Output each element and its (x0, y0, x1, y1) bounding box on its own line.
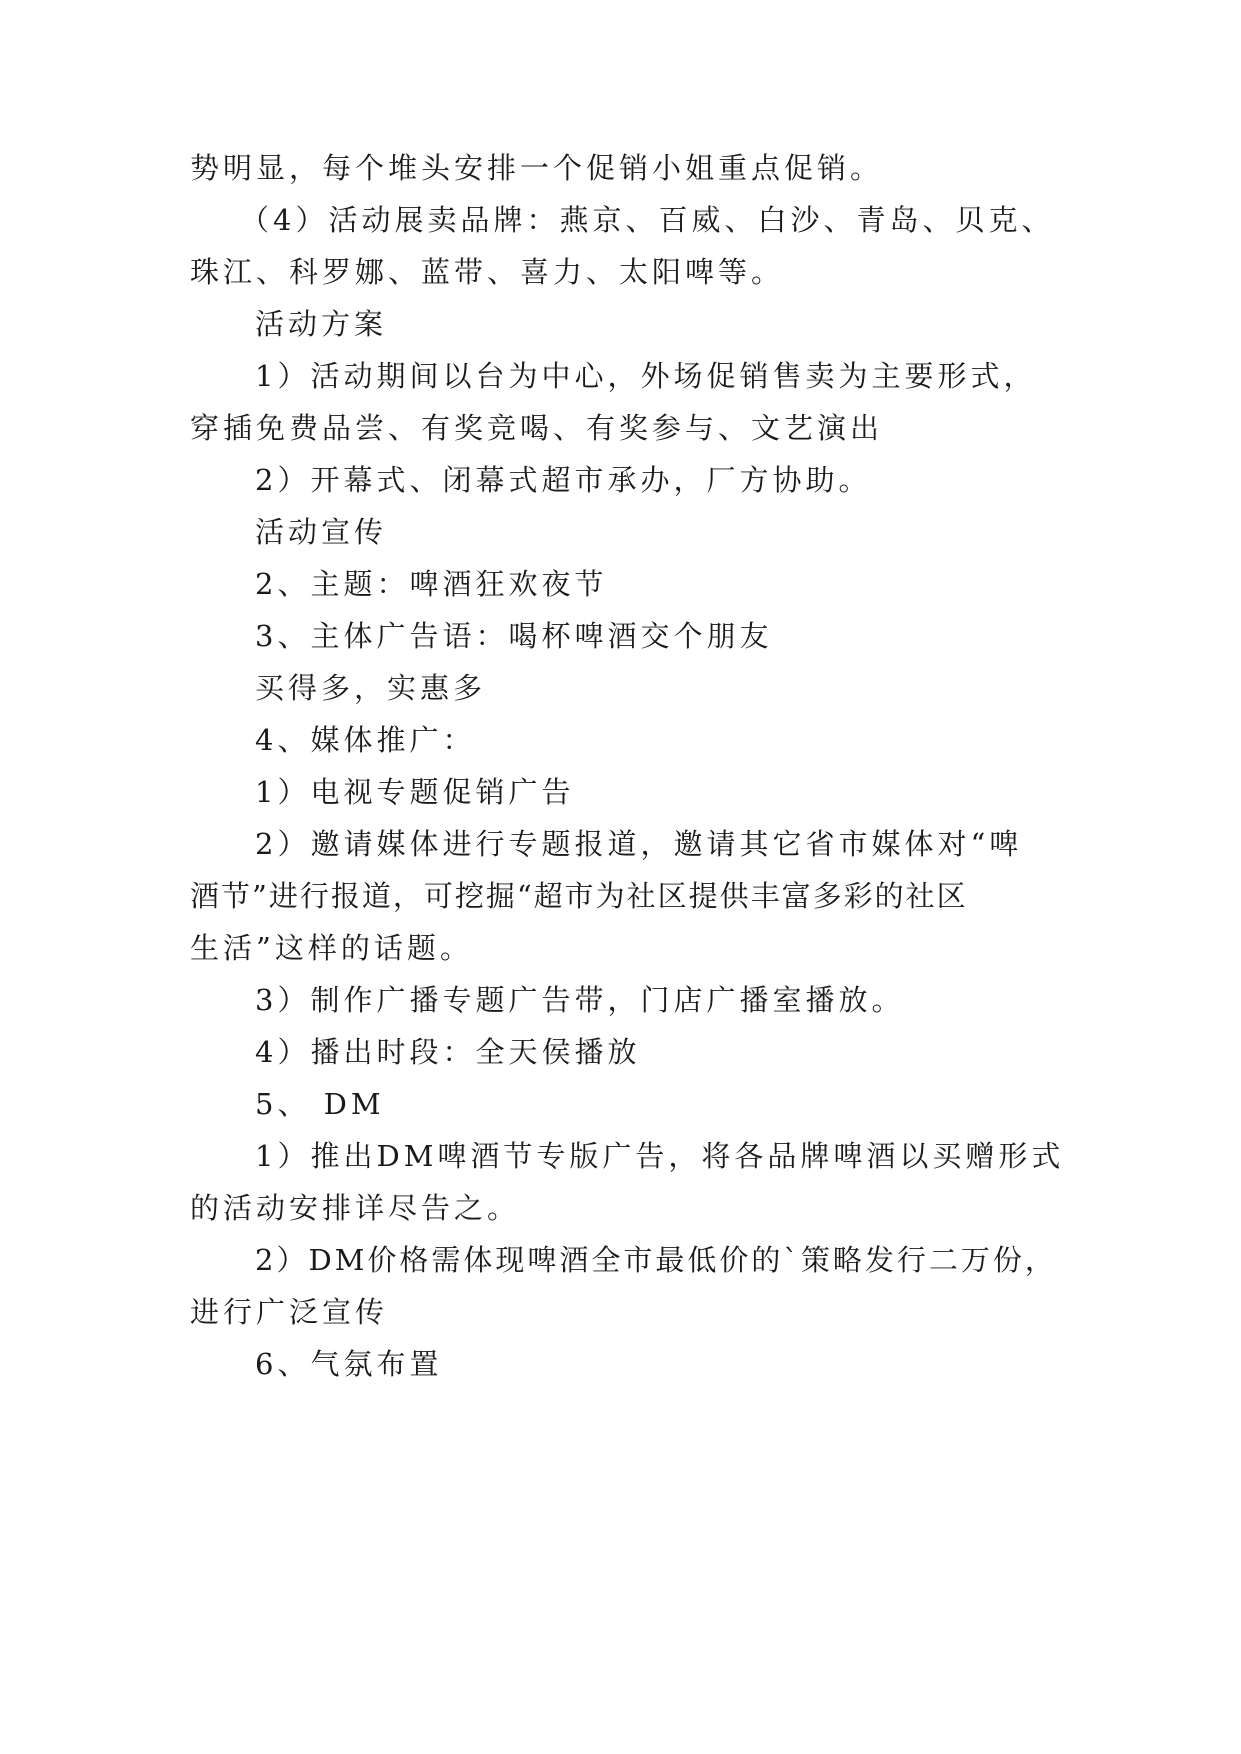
paragraph-line: 3、主体广告语：喝杯啤酒交个朋友 (255, 619, 773, 653)
paragraph-line: 势明显，每个堆头安排一个促销小姐重点促销。 (190, 151, 884, 185)
paragraph-line: 2）DM价格需体现啤酒全市最低价的`策略发行二万份， (255, 1243, 1057, 1277)
paragraph-line: 2、主题：啤酒狂欢夜节 (255, 567, 608, 601)
paragraph-line: 进行广泛宣传 (190, 1295, 389, 1329)
section-heading: 活动方案 (255, 307, 388, 341)
paragraph-line: 2）邀请媒体进行专题报道，邀请其它省市媒体对“啤 (255, 827, 1023, 861)
paragraph-line: 买得多，实惠多 (255, 671, 487, 705)
paragraph-line: 4、媒体推广： (255, 723, 476, 757)
paragraph-line: 1）电视专题促销广告 (255, 775, 575, 809)
paragraph-line: 珠江、科罗娜、蓝带、喜力、太阳啤等。 (190, 255, 785, 289)
paragraph-line: 1）活动期间以台为中心，外场促销售卖为主要形式， (255, 359, 1037, 393)
paragraph-line: 3）制作广播专题广告带，门店广播室播放。 (255, 983, 905, 1017)
paragraph-line: 6、气氛布置 (255, 1347, 443, 1381)
paragraph-line: 1）推出DM啤酒节专版广告，将各品牌啤酒以买赠形式 (255, 1139, 1065, 1173)
paragraph-line: （4）活动展卖品牌：燕京、百威、白沙、青岛、贝克、 (240, 203, 1055, 237)
paragraph-line: 穿插免费品尝、有奖竞喝、有奖参与、文艺演出 (190, 411, 884, 445)
paragraph-line: 4）播出时段：全天侯播放 (255, 1035, 641, 1069)
paragraph-line: 5、 DM (255, 1087, 385, 1121)
paragraph-line: 酒节”进行报道，可挖掘“超市为社区提供丰富多彩的社区 (190, 879, 968, 913)
paragraph-line: 生活”这样的话题。 (190, 931, 473, 965)
section-heading: 活动宣传 (255, 515, 388, 549)
paragraph-line: 的活动安排详尽告之。 (190, 1191, 521, 1225)
paragraph-line: 2）开幕式、闭幕式超市承办，厂方协助。 (255, 463, 872, 497)
